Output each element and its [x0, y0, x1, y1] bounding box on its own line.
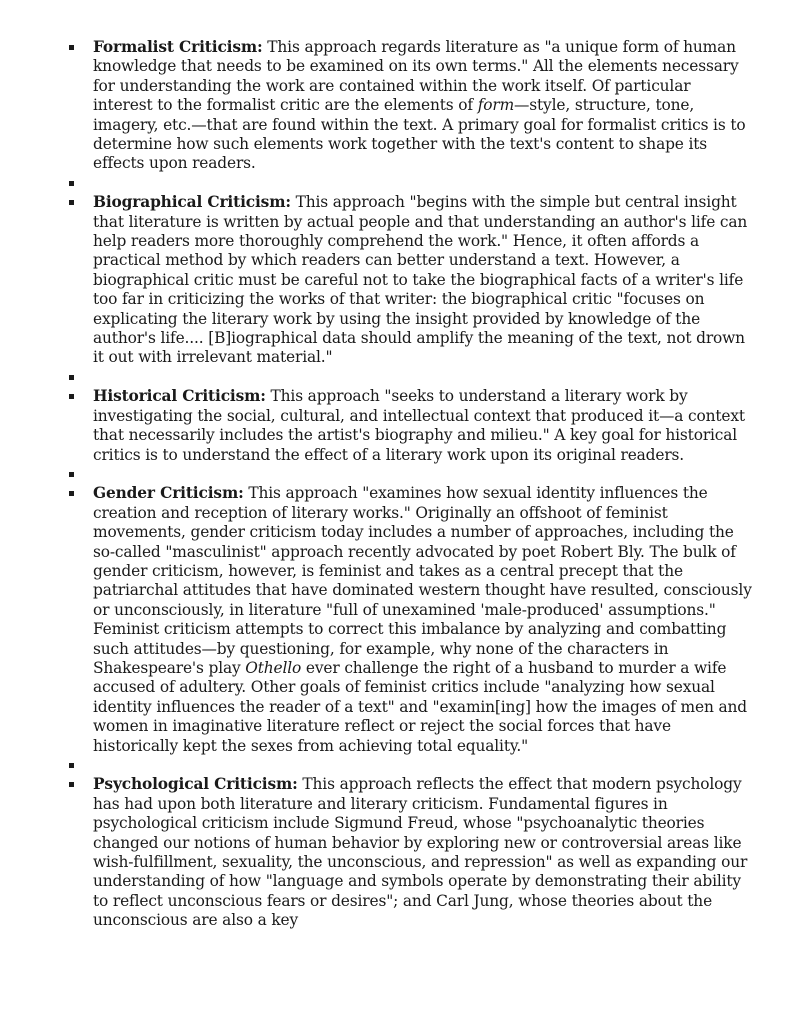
bullet-icon	[69, 45, 74, 50]
bullet-icon	[69, 181, 74, 186]
empty-list-item	[0, 756, 791, 775]
item-heading: Historical Criticism:	[93, 387, 266, 406]
list-item-psychological	[0, 775, 791, 930]
bullet-icon	[69, 472, 74, 477]
item-emphasis: Othello	[245, 658, 302, 677]
item-heading: Psychological Criticism:	[93, 775, 298, 794]
list-item-historical	[0, 387, 791, 465]
list-item-biographical	[0, 193, 791, 368]
document-page	[0, 38, 791, 931]
item-text: ever challenge the right of a husband to murder a wife accused of adultery. Other goals of feminist critics include "analyzing how sexual identity influences the reader of a text" and "examin[ing] how the images of men and women in imaginative literature reflect or reject the social forces that have historically kept the sexes from achieving total equality."	[93, 658, 747, 755]
empty-list-item	[0, 368, 791, 387]
bullet-icon	[69, 491, 74, 496]
bullet-icon	[69, 394, 74, 399]
item-text: —style, structure, tone, imagery, etc.—that are found within the text. A primary goal for formalist critics is to determine how such elements work together with the text's content to shape its effects upon readers.	[93, 96, 746, 173]
item-text: This approach regards literature as "a unique form of human knowledge that needs to be examined on its own terms." All the elements necessary for understanding the work are contained within the work itself. Of particular interest to the formalist critic are the elements of	[93, 38, 739, 115]
criticism-list	[0, 38, 791, 931]
list-item-gender	[0, 484, 791, 756]
empty-list-item	[0, 174, 791, 193]
item-text: This approach "begins with the simple but central insight that literature is written by actual people and that understanding an author's life can help readers more thoroughly comprehend the work." Hence, it often affords a practical method by which readers can better understand a text. However, a biographical critic must be careful not to take the biographical facts of a writer's life too far in criticizing the works of that writer: the biographical critic "focuses on explicating the literary work by using the insight provided by knowledge of the author's life.... [B]iographical data should amplify the meaning of the text, not drown it out with irrelevant material."	[93, 193, 748, 367]
bullet-icon	[69, 763, 74, 768]
list-item-formalist	[0, 38, 791, 174]
item-heading: Formalist Criticism:	[93, 38, 263, 56]
empty-list-item	[0, 465, 791, 484]
bullet-icon	[69, 375, 74, 380]
item-heading: Gender Criticism:	[93, 484, 244, 503]
item-text: This approach "seeks to understand a literary work by investigating the social, cultural, and intellectual context that produced it—a context that necessarily includes the artist's biography and milieu." A key goal for historical critics is to understand the effect of a literary work upon its original readers.	[93, 387, 745, 464]
item-text: This approach reflects the effect that modern psychology has had upon both literature and literary criticism. Fundamental figures in psychological criticism include Sigmund Freud, whose "psychoanalytic theories changed our notions of human behavior by exploring new or controversial areas like wish-fulfillment, sexuality, the unconscious, and repression" as well as expanding our understanding of how "language and symbols operate by demonstrating their ability to reflect unconscious fears or desires"; and Carl Jung, whose theories about the unconscious are also a key	[93, 775, 748, 930]
bullet-icon	[69, 200, 74, 205]
item-emphasis: form	[477, 96, 515, 115]
item-text: This approach "examines how sexual identity influences the creation and reception of literary works." Originally an offshoot of feminist movements, gender criticism today includes a number of approaches, including the so-called "masculinist" approach recently advocated by poet Robert Bly. The bulk of gender criticism, however, is feminist and takes as a central precept that the patriarchal attitudes that have dominated western thought have resulted, consciously or unconsciously, in literature "full of unexamined 'male-produced' assumptions." Feminist criticism attempts to correct this imbalance by analyzing and combatting such attitudes—by questioning, for example, why none of the characters in Shakespeare's play	[93, 484, 752, 677]
item-heading: Biographical Criticism:	[93, 193, 291, 212]
bullet-icon	[69, 782, 74, 787]
